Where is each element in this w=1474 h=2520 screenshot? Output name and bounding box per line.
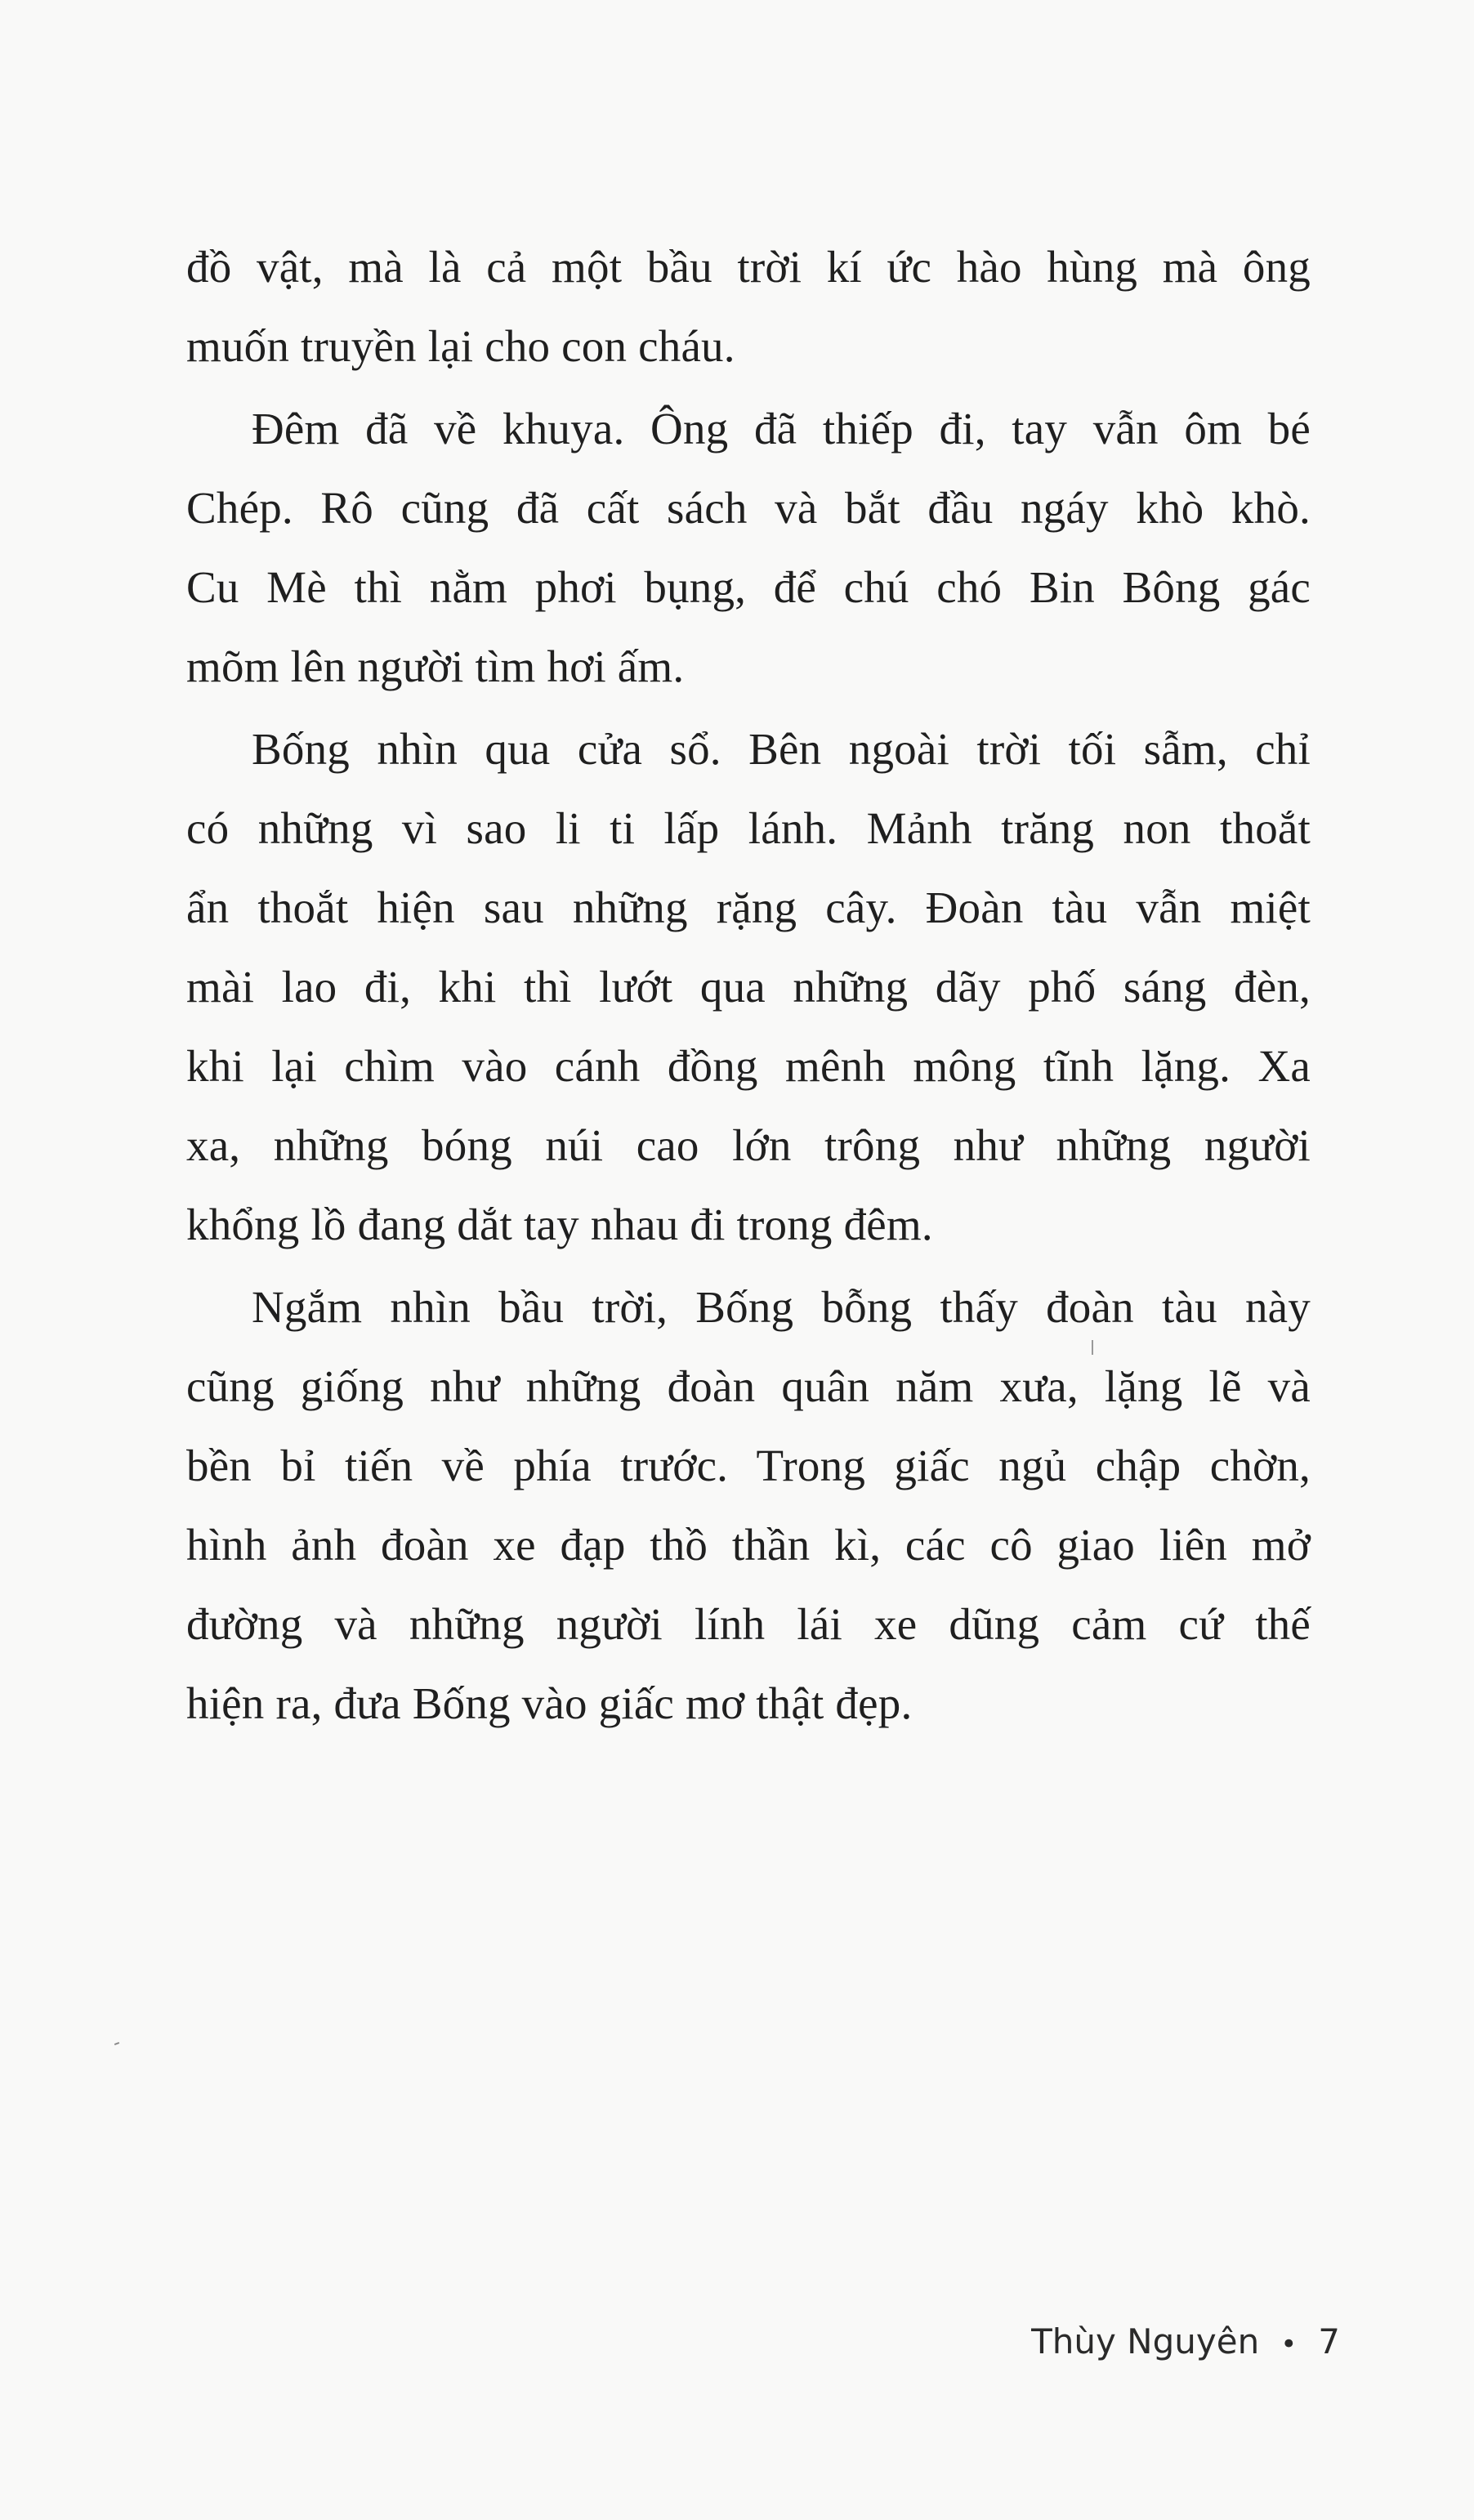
text-line: Đêm đã về khuya. Ông đã thiếp đi, tay vẫn ôm bé	[252, 404, 1311, 454]
paper-speck	[1092, 1340, 1093, 1355]
text-line: Ngắm nhìn bầu trời, Bống bỗng thấy đoàn tàu này	[252, 1282, 1311, 1332]
paragraph	[186, 709, 1311, 1264]
text-line: muốn truyền lại cho con cháu.	[186, 321, 735, 371]
text-line: khổng lồ đang dắt tay nhau đi trong đêm.	[186, 1200, 933, 1249]
paper-speck	[114, 2042, 119, 2045]
text-line: mài lao đi, khi thì lướt qua những dãy phố sáng đèn,	[186, 962, 1311, 1012]
text-line: cũng giống như những đoàn quân năm xưa, lặng lẽ và	[186, 1361, 1311, 1411]
text-line: Cu Mè thì nằm phơi bụng, để chú chó Bin Bông gác	[186, 562, 1311, 612]
paragraph	[186, 389, 1311, 706]
body-text	[186, 227, 1311, 1743]
bullet-separator: •	[1280, 2327, 1298, 2361]
text-line: ẩn thoắt hiện sau những rặng cây. Đoàn tàu vẫn miệt	[186, 882, 1311, 932]
text-line: có những vì sao li ti lấp lánh. Mảnh trăng non thoắt	[186, 803, 1311, 853]
text-line: bền bỉ tiến về phía trước. Trong giấc ngủ chập chờn,	[186, 1441, 1311, 1490]
text-line: đồ vật, mà là cả một bầu trời kí ức hào hùng mà ông	[186, 242, 1311, 292]
text-line: hình ảnh đoàn xe đạp thồ thần kì, các cô giao liên mở	[186, 1520, 1311, 1570]
text-line: khi lại chìm vào cánh đồng mênh mông tĩnh lặng. Xa	[186, 1041, 1311, 1091]
page-footer	[1031, 2319, 1340, 2367]
text-line: Chép. Rô cũng đã cất sách và bắt đầu ngáy khò khò.	[186, 483, 1311, 533]
author-name: Thùy Nguyên	[1031, 2321, 1260, 2361]
paragraph	[186, 1267, 1311, 1743]
paragraph	[186, 227, 1311, 386]
text-line: đường và những người lính lái xe dũng cảm cứ thế	[186, 1599, 1311, 1649]
page-number: 7	[1318, 2321, 1340, 2361]
text-line: Bống nhìn qua cửa sổ. Bên ngoài trời tối sẫm, chỉ	[252, 724, 1311, 774]
text-line: xa, những bóng núi cao lớn trông như những người	[186, 1120, 1311, 1170]
text-line: mõm lên người tìm hơi ấm.	[186, 641, 685, 691]
text-line: hiện ra, đưa Bống vào giấc mơ thật đẹp.	[186, 1678, 913, 1728]
